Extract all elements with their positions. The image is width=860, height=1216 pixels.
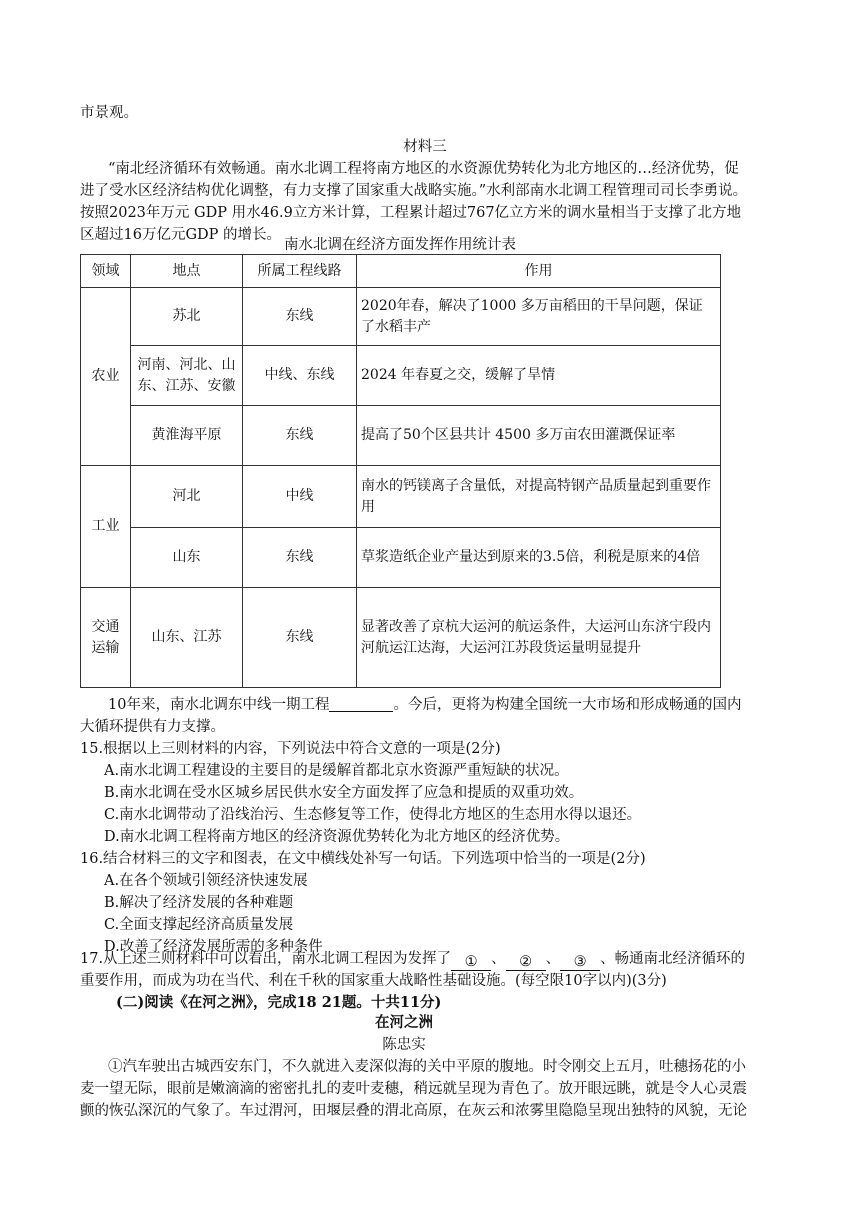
field-cell: 农业 — [81, 288, 131, 466]
table-header-cell: 地点 — [131, 255, 243, 288]
fill-in-blank — [329, 695, 393, 712]
line-cell: 东线 — [243, 528, 357, 588]
material3-paragraph-line-2: 进了受水区经济结构优化调整，有力支撑了国家重大战略实施。”水利部南水北调工程管理司司长李勇说。 — [80, 183, 748, 199]
essay-paragraph-line-2: 麦一望无际，眼前是嫩滴滴的密密扎扎的麦叶麦穗，稍远就呈现为青色了。放开眼远眺，就是令人心灵震 — [80, 1081, 747, 1097]
material3-paragraph-line-1: “南北经济循环有效畅通。南水北调工程将南方地区的水资源优势转化为北方地区的…经济优势，促 — [108, 161, 739, 177]
table-header-cell: 领域 — [81, 255, 131, 288]
statistics-table — [80, 254, 721, 688]
question-15-option-d: D.南水北调工程将南方地区的经济资源优势转化为北方地区的经济优势。 — [104, 829, 570, 845]
line-cell: 东线 — [243, 288, 357, 346]
line-cell: 中线 — [243, 466, 357, 528]
question-16-option-b: B.解决了经济发展的各种难题 — [104, 895, 294, 911]
question-17-line-1 — [80, 948, 745, 971]
question-16-stem: 16.结合材料三的文字和图表，在文中横线处补写一句话。下列选项中恰当的一项是(2分) — [80, 851, 646, 867]
essay-paragraph-line-1: ①汽车驶出古城西安东门，不久就进入麦深似海的关中平原的腹地。时令刚交上五月，吐穗扬花的小 — [108, 1059, 746, 1075]
answer-blank-3[interactable]: ③ — [560, 954, 600, 971]
material3-paragraph-line-3: 按照2023年万元 GDP 用水46.9立方米计算，工程累计超过767亿立方米的调水量相当于支撑了北方地 — [80, 205, 742, 221]
question-17-separator: 、 — [491, 951, 506, 967]
table-row — [81, 528, 721, 588]
table-header-cell: 作用 — [357, 255, 721, 288]
top-line: 市景观。 — [80, 105, 138, 121]
table-row — [81, 588, 721, 688]
question-15-option-b: B.南水北调在受水区城乡居民供水安全方面发挥了应急和提质的双重功效。 — [104, 785, 584, 801]
after-table-line-2: 大循环提供有力支撑。 — [80, 719, 225, 735]
essay-author: 陈忠实 — [382, 1037, 426, 1053]
material3-heading: 材料三 — [403, 139, 447, 155]
effect-cell: 2024 年春夏之交，缓解了旱情 — [357, 346, 721, 406]
question-17-text-pre: 17.从上述三则材料中可以看出，南水北调工程因为发挥了 — [80, 951, 452, 967]
place-cell: 河北 — [131, 466, 243, 528]
field-cell: 交通运输 — [81, 588, 131, 688]
line-cell: 中线、东线 — [243, 346, 357, 406]
effect-cell: 2020年春，解决了1000 多万亩稻田的干旱问题，保证了水稻丰产 — [357, 288, 721, 346]
section-2-heading: (二)阅读《在河之洲》，完成18 21题。十共11分) — [116, 994, 442, 1011]
field-cell: 工业 — [81, 466, 131, 588]
question-17-text-post: 、畅通南北经济循环的 — [600, 951, 746, 967]
line-cell: 东线 — [243, 406, 357, 466]
effect-cell: 南水的钙镁离子含量低，对提高特钢产品质量起到重要作用 — [357, 466, 721, 528]
question-17-separator: 、 — [545, 951, 561, 967]
answer-blank-1[interactable]: ① — [451, 954, 491, 971]
essay-paragraph-line-3: 颤的恢弘深沉的气象了。车过渭河，田堰层叠的渭北高原，在灰云和浓雾里隐隐呈现出独特的风貌，无论 — [80, 1103, 747, 1119]
place-cell: 山东 — [131, 528, 243, 588]
table-row — [81, 466, 721, 528]
question-16-option-a: A.在各个领域引领经济快速发展 — [104, 873, 308, 889]
table-header-row — [81, 255, 721, 288]
question-16-option-c: C.全面支撑起经济高质量发展 — [104, 917, 294, 933]
after-table-text-post: 。今后，更将为构建全国统一大市场和形成畅通的国内 — [393, 697, 742, 713]
after-table-line-1 — [108, 694, 741, 716]
question-15-option-a: A.南水北调工程建设的主要目的是缓解首都北京水资源严重短缺的状况。 — [104, 763, 569, 779]
place-cell: 黄淮海平原 — [131, 406, 243, 466]
question-15-option-c: C.南水北调带动了沿线治污、生态修复等工作，使得北方地区的生态用水得以退还。 — [104, 807, 642, 823]
table-row — [81, 346, 721, 406]
table-header-cell: 所属工程线路 — [243, 255, 357, 288]
question-16-option-d: D.改善了经济发展所需的多种条件 — [104, 939, 323, 955]
place-cell: 山东、江苏 — [131, 588, 243, 688]
table-row — [81, 288, 721, 346]
line-cell: 东线 — [243, 588, 357, 688]
question-15-stem: 15.根据以上三则材料的内容，下列说法中符合文意的一项是(2分) — [80, 741, 501, 757]
effect-cell: 草浆造纸企业产量达到原来的3.5倍，利税是原来的4倍 — [357, 528, 721, 588]
table-row — [81, 406, 721, 466]
material3-paragraph-line-4: 区超过16万亿元GDP 的增长。 — [80, 227, 282, 243]
question-17-line-2: 重要作用，而成为功在当代、利在千秋的国家重大战略性基础设施。(每空限10字以内)(3分) — [80, 973, 667, 989]
place-cell: 苏北 — [131, 288, 243, 346]
answer-blank-2[interactable]: ② — [506, 954, 546, 971]
essay-title: 在河之洲 — [375, 1014, 433, 1031]
effect-cell: 提高了50个区县共计 4500 多万亩农田灌溉保证率 — [357, 406, 721, 466]
table-title: 南水北调在经济方面发挥作用统计表 — [284, 237, 516, 253]
effect-cell: 显著改善了京杭大运河的航运条件，大运河山东济宁段内河航运江达海，大运河江苏段货运量明显提升 — [357, 588, 721, 688]
place-cell: 河南、河北、山东、江苏、安徽 — [131, 346, 243, 406]
after-table-text-pre: 10年来，南水北调东中线一期工程 — [108, 697, 330, 713]
